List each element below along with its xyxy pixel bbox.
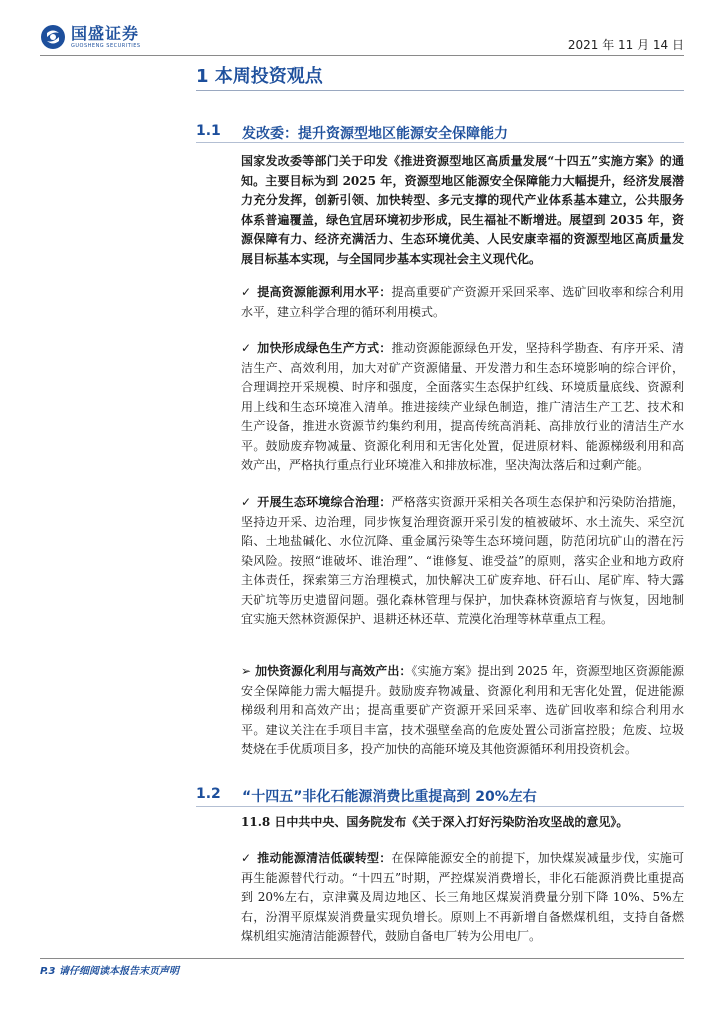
company-logo [40,24,141,50]
intro-paragraph: 11.8 日中共中央、国务院发布《关于深入打好污染防治攻坚战的意见》。 [241,815,629,829]
header-divider [40,55,684,56]
footer-divider [40,958,684,959]
conclusion-text: 《实施方案》提出到 2025 年，资源型地区资源能源安全保障能力需大幅提升。鼓励废弃物减量、资源化利用和无害化处置，促进能源梯级利用和高效产出；提高重要矿产资源开采回采率、选矿回收率和综合利用水平。建议关注在手项目丰富，技术强壁垒高的危废处置公司浙富控股；危废、垃圾焚烧在手优质项目多，投产加快的高能环境及其他资源循环利用投资机会。 [241,664,684,756]
conclusion-lead: 加快资源化利用与高效产出： [255,664,412,678]
report-date: 2021 年 11 月 14 日 [567,38,684,52]
page-header [0,0,724,62]
bullet-text: 在保障能源安全的前提下，加快煤炭减量步伐，实施可再生能源替代行动。“十四五”时期，严控煤炭消费增长，非化石能源消费比重提高到 20%左右，京津冀及周边地区、长三角地区煤炭消费量分别下降 10%、5%左右，汾渭平原煤炭消费量实现负增长。原则上不再新增自备燃煤机组，支持自备燃煤机组实施清洁能源替代，鼓励自备电厂转为公用电厂。 [241,851,684,943]
bullet-item [241,339,684,476]
subsection-title: “十四五”非化石能源消费比重提高到 20%左右 [242,789,537,805]
bullet-lead: 开展生态环境综合治理： [257,495,392,509]
logo-english-name: GUOSHENG SECURITIES [71,43,141,49]
bullet-text: 严格落实资源开采相关各项生态保护和污染防治措施，坚持边开采、边治理，同步恢复治理资源开采引发的植被破坏、水土流失、采空沉陷、土地盐碱化、水位沉降、重金属污染等生态环境问题，防范闭坑矿山的潜在污染风险。按照“谁破坏、谁治理”、“谁修复、谁受益”的原则，落实企业和地方政府主体责任，探索第三方治理模式，加快解决工矿废弃地、矸石山、尾矿库、特大露天矿坑等历史遗留问题。强化森林管理与保护，加快森林资源培育与恢复，因地制宜实施天然林资源保护、退耕还林还草、荒漠化治理等林草重点工程。 [241,495,684,626]
bullet-text: 推动资源能源绿色开发，坚持科学勘查、有序开采、清洁生产、高效利用，加大对矿产资源储量、开发潜力和生态环境影响的综合评价，合理调控开采规模、时序和强度，全面落实生态保护红线、环境质量底线、资源利用上线和生态环境准入清单。推进接续产业绿色制造，推广清洁生产工艺、技术和生产设备，推进水资源节约集约利用，提高传统高消耗、高排放行业的清洁生产水平。鼓励废弃物减量、资源化利用和无害化处置，促进原材料、能源梯级利用和高效产出，严格执行重点行业环境准入和排放标准，坚决淘汰落后和过剩产能。 [241,341,684,472]
bullet-item [241,283,684,322]
subsection-divider [196,806,684,807]
checkmark-icon: ✓ [241,341,252,355]
checkmark-icon: ✓ [241,851,252,865]
bullet-lead: 推动能源清洁低碳转型： [257,851,392,865]
page-footer: P.3 请仔细阅读本报告末页声明 [40,966,179,977]
bullet-item [241,849,684,947]
subsection-title: 发改委：提升资源型地区能源安全保障能力 [242,126,508,142]
subsection-divider [196,142,684,143]
checkmark-icon: ✓ [241,495,252,509]
subsection-number: 1.1 [196,123,221,139]
intro-paragraph: 国家发改委等部门关于印发《推进资源型地区高质量发展“十四五”实施方案》的通知。主要目标为到 2025 年，资源型地区能源安全保障能力大幅提升，经济发展潜力充分发挥，创新引领、加快转型、多元支撑的现代产业体系基本建立，公共服务体系普遍覆盖，绿色宜居环境初步形成，民生福祉不断增进。展望到 2035 年，资源保障有力、经济充满活力、生态环境优美、人民安康幸福的资源型地区高质量发展目标基本实现，与全国同步基本实现社会主义现代化。 [241,154,684,266]
conclusion-paragraph [241,662,684,760]
section-title: 1 本周投资观点 [196,66,323,87]
bullet-lead: 提高资源能源利用水平： [257,285,392,299]
arrow-bullet-icon: ➢ [241,664,252,678]
subsection-number: 1.2 [196,786,221,802]
bullet-text: 提高重要矿产资源开采回采率、选矿回收率和综合利用水平，建立科学合理的循环利用模式。 [241,285,684,319]
checkmark-icon: ✓ [241,285,252,299]
bullet-item [241,493,684,630]
bullet-lead: 加快形成绿色生产方式： [257,341,392,355]
logo-icon [40,24,66,50]
logo-chinese-name: 国盛证券 [71,24,140,43]
section-divider [196,90,684,91]
